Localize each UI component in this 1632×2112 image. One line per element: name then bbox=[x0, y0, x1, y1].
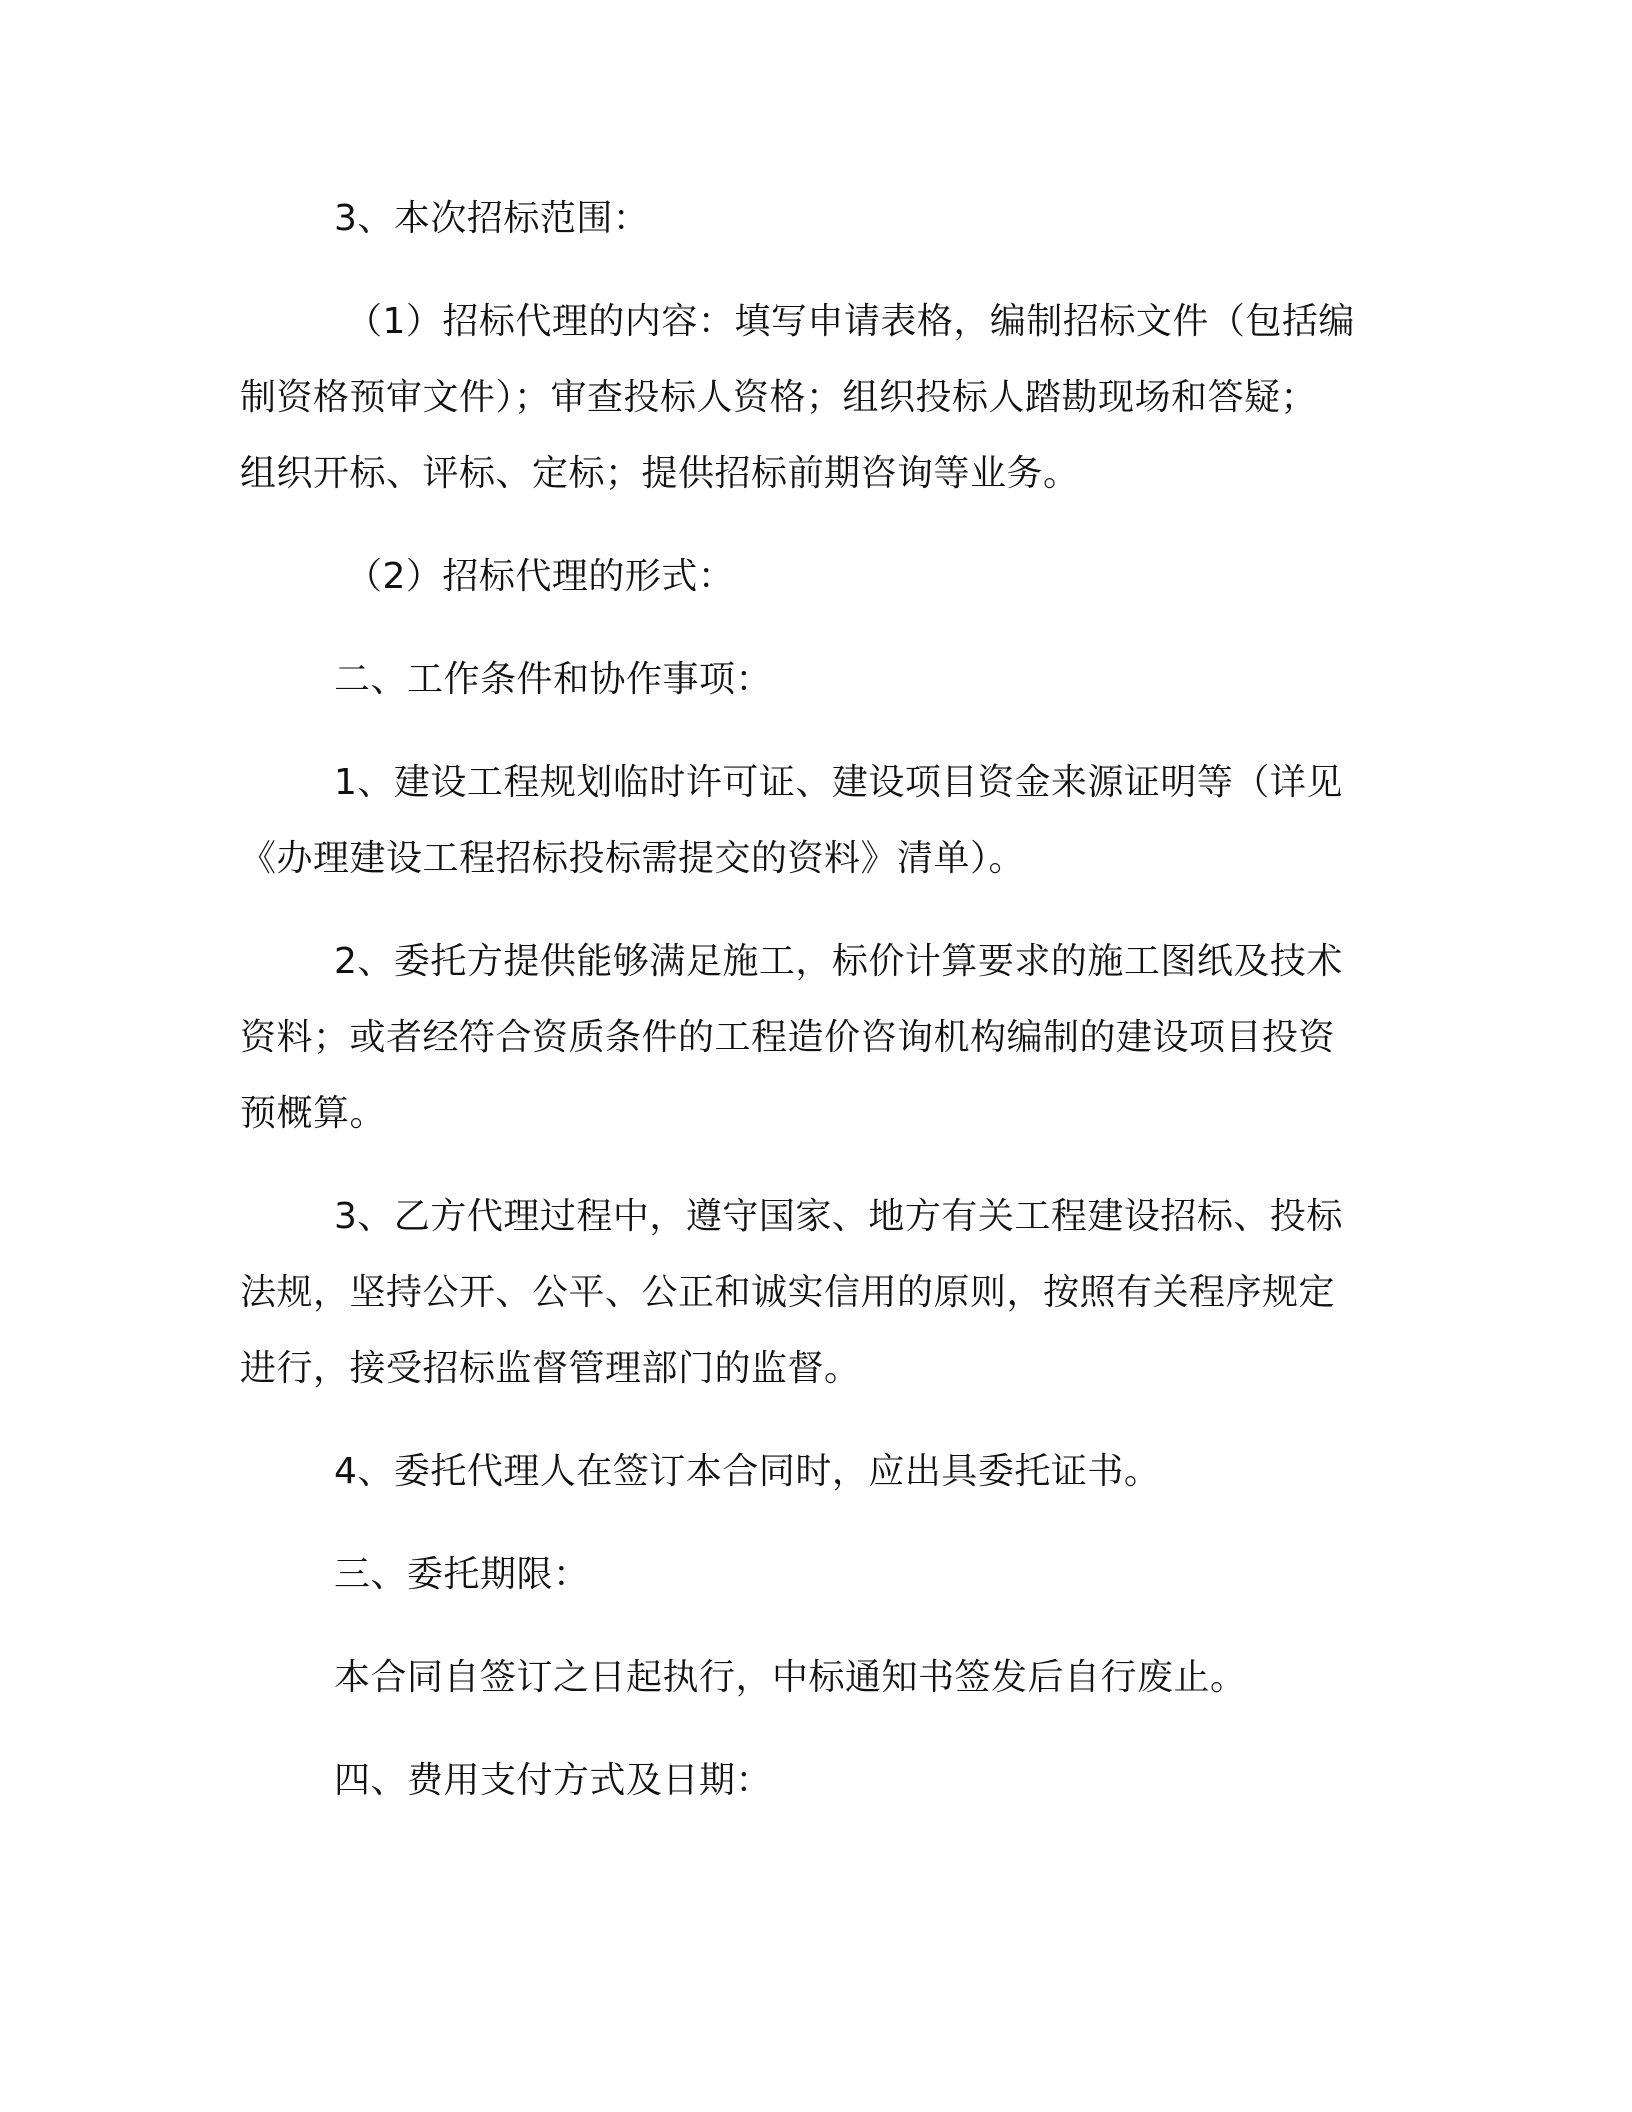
item-2-line-3: 预概算。 bbox=[240, 1093, 387, 1134]
item-1-line-2: 《办理建设工程招标投标需提交的资料》清单）。 bbox=[240, 838, 1026, 879]
item-3-line-1: 3、乙方代理过程中，遵守国家、地方有关工程建设招标、投标 bbox=[334, 1196, 1343, 1237]
term-line: 本合同自签订之日起执行，中标通知书签发后自行废止。 bbox=[334, 1657, 1247, 1698]
item-3-line-3: 进行，接受招标监督管理部门的监督。 bbox=[240, 1348, 861, 1389]
agency-content-line-2: 制资格预审文件）；审查投标人资格；组织投标人踏勘现场和答疑； bbox=[240, 377, 1318, 418]
agency-form-line: （2）招标代理的形式： bbox=[346, 556, 735, 597]
scope-heading: 3、本次招标范围： bbox=[334, 198, 650, 239]
item-3-line-2: 法规，坚持公开、公平、公正和诚实信用的原则，按照有关程序规定 bbox=[240, 1272, 1336, 1313]
section-two-heading: 二、工作条件和协作事项： bbox=[334, 659, 773, 700]
item-1-line-1: 1、建设工程规划临时许可证、建设项目资金来源证明等（详见 bbox=[334, 762, 1343, 803]
item-4-line: 4、委托代理人在签订本合同时，应出具委托证书。 bbox=[334, 1451, 1161, 1492]
section-four-heading: 四、费用支付方式及日期： bbox=[334, 1760, 773, 1801]
item-2-line-1: 2、委托方提供能够满足施工，标价计算要求的施工图纸及技术 bbox=[334, 941, 1343, 982]
agency-content-line-1: （1）招标代理的内容：填写申请表格，编制招标文件（包括编 bbox=[346, 301, 1355, 342]
agency-content-line-3: 组织开标、评标、定标；提供招标前期咨询等业务。 bbox=[240, 453, 1080, 494]
item-2-line-2: 资料；或者经符合资质条件的工程造价咨询机构编制的建设项目投资 bbox=[240, 1017, 1336, 1058]
section-three-heading: 三、委托期限： bbox=[334, 1554, 590, 1595]
